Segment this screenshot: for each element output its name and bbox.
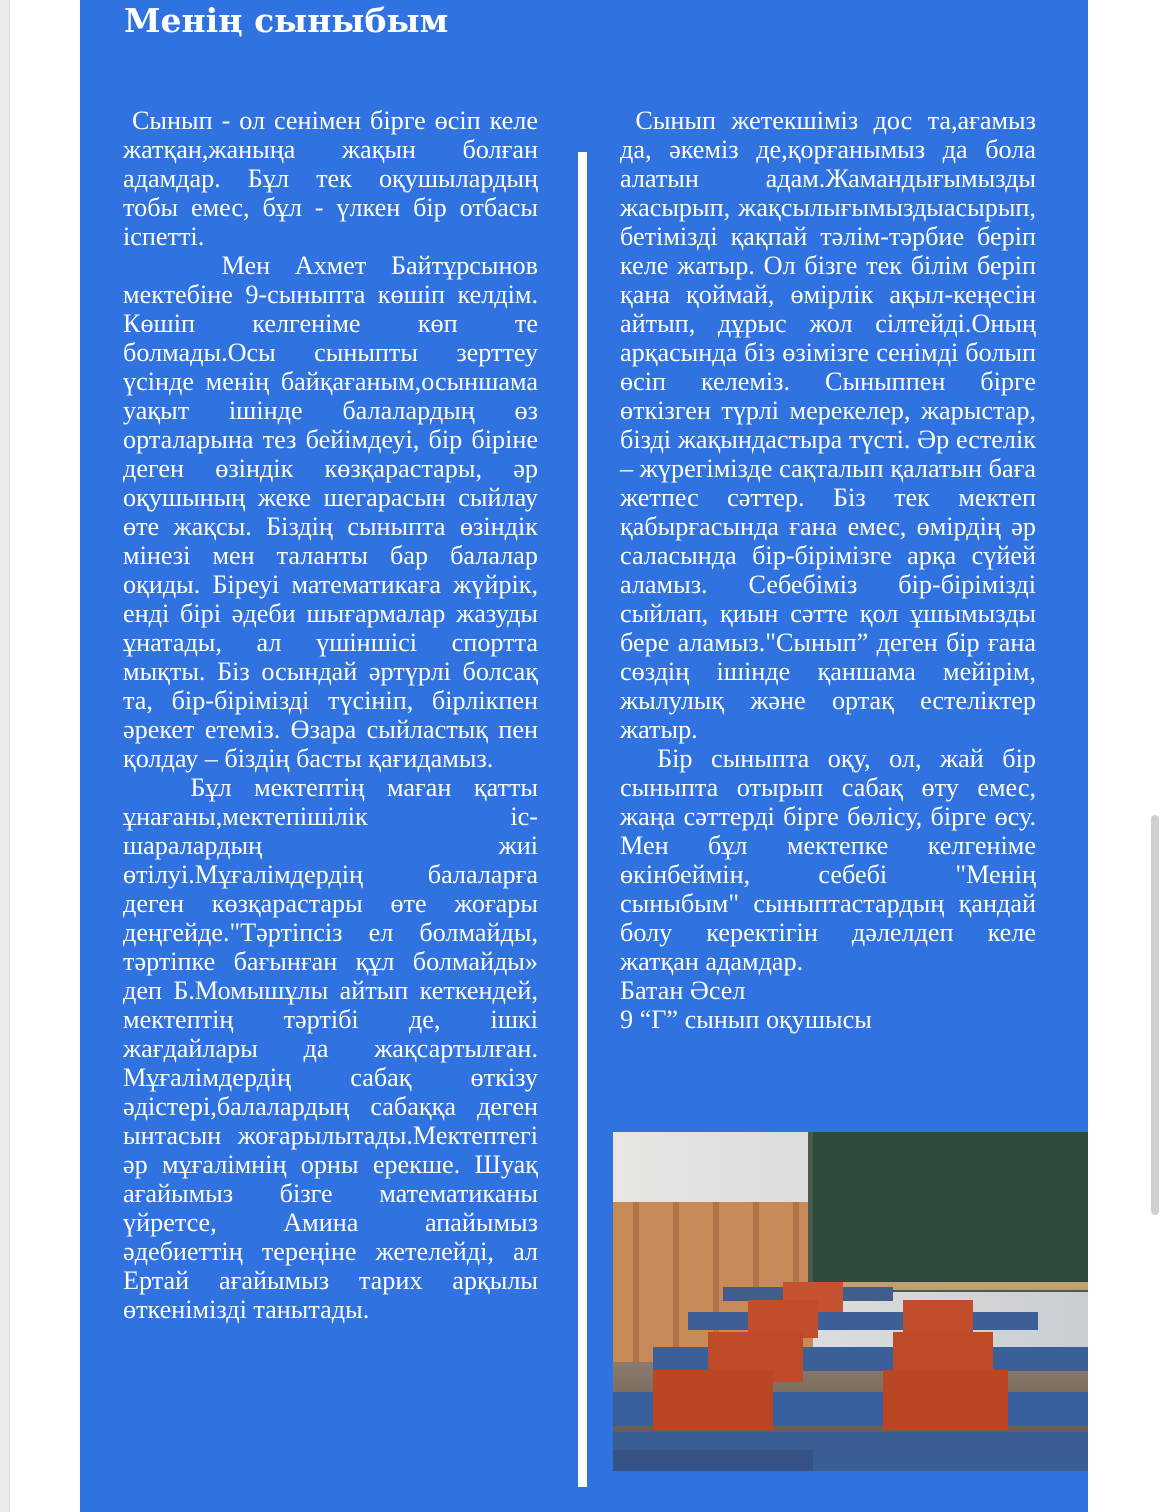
article-title: Менің сыныбым <box>124 1 449 40</box>
paragraph: Бұл мектептің маған қатты ұнағаны,мектепішілік іс-шаралардың жиі өтілуі.Мұғалімдердің балаларға деген көзқарастары өте жоғары деңгейде."Тәртіпсіз ел болмайды, тәртіпке бағынған құл болмайды» деп Б.Момышұлы айтып кеткендей, мектептің тәртібі де, ішкі жағдайлары да жақсартылған. Мұғалімдердің сабақ өткізу әдістері,балалардың сабаққа деген ынтасын жоғарылытады.Мектептегі әр мұғалімнің орны ерекше. Шуақ ағайымыз бізге математиканы үйретсе, Амина апайымыз әдебиеттің тереңіне жетелейді, ал Ертай ағайымыз тарих арқылы өткенімізді танытады. <box>123 773 538 1324</box>
page-left-margin <box>0 0 10 1512</box>
left-column <box>123 106 538 1324</box>
paragraph: Сынып - ол сенімен бірге өсіп келе жатқан,жаныңа жақын болған адамдар. Бұл тек оқушылардың тобы емес, бұл - үлкен бір отбасы іспетті. <box>123 106 538 251</box>
author-name: Батан Әсел <box>620 976 746 1005</box>
right-column <box>620 106 1036 1034</box>
classroom-photo <box>613 1132 1088 1471</box>
classroom-image <box>613 1132 1088 1471</box>
vertical-scrollbar[interactable] <box>1151 815 1159 1215</box>
article-panel <box>80 0 1088 1512</box>
paragraph: Бір сыныпта оқу, ол, жай бір сыныпта отырып сабақ өту емес, жаңа сәттерді бірге бөлісу, бірге өсу. Мен бұл мектепке келгеніме өкінбеймін, себебі "Менің сыныбым" сыныптастардың қандай болу керектігін дәлелдеп келе жатқан адамдар. <box>620 744 1036 976</box>
paragraph: Сынып жетекшіміз дос та,ағамыз да, әкеміз де,қорғанымыз да бола алатын адам.Жамандығымызды жасырып, жақсылығымыздыасырып, бетімізді қақпай тәлім-тәрбие беріп келе жатыр. Ол бізге тек білім беріп қана қоймай, өмірлік ақыл-кеңесін айтып, дұрыс жол сілтейді.Оның арқасында біз өзімізге сенімді болып өсіп келеміз. Сыныппен бірге өткізген түрлі мерекелер, жарыстар, бізді жақындастыра түсті. Әр естелік – жүрегімізде сақталып қалатын баға жетпес сәттер. Біз тек мектеп қабырғасында ғана емес, өмірдің әр саласында бір-бірімізге арқа сүйей аламыз. Себебіміз бір-бірімізді сыйлап, қиын сәтте қол ұшымызды бере аламыз."Сынып” деген бір ғана сөздің ішінде қаншама мейірім, жылулық және ортақ естеліктер жатыр. <box>620 106 1036 744</box>
author-class: 9 “Г” сынып оқушысы <box>620 1005 872 1034</box>
column-divider <box>578 152 587 1487</box>
paragraph: Мен Ахмет Байтұрсынов мектебіне 9-сыныпта көшіп келдім. Көшіп келгеніме көп те болмады.Осы сыныпты зерттеу үсінде менің байқағаным,осыншама уақыт ішінде балалардың өз орталарына тез бейімдеуі, бір біріне деген өзіндік көзқарастары, әр оқушының жеке шегарасын сыйлау өте жақсы. Біздің сыныпта өзіндік мінезі мен таланты бар балалар оқиды. Біреуі математикаға жүйрік, енді бірі әдеби шығармалар жазуды ұнатады, ал үшіншісі спортта мықты. Біз осындай әртүрлі болсақ та, бір-бірімізді түсініп, бірлікпен әрекет етеміз. Өзара сыйластық пен қолдау – біздің басты қағидамыз. <box>123 251 538 773</box>
